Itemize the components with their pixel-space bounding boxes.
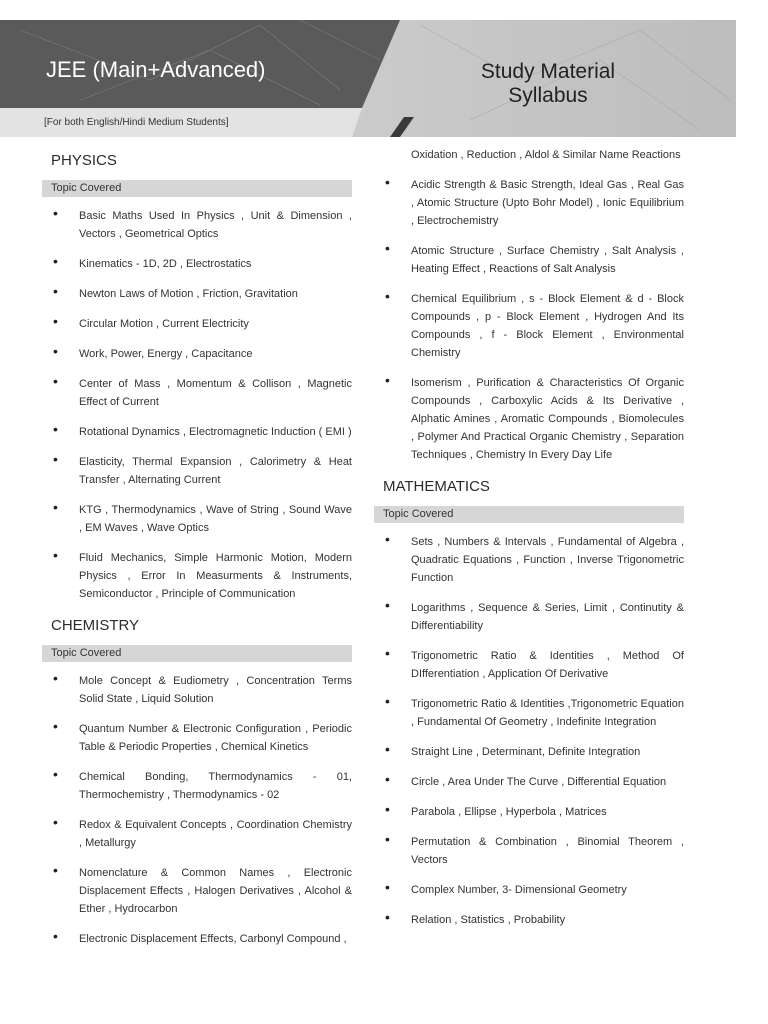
list-item: • Newton Laws of Motion , Friction, Gravitation (53, 283, 298, 300)
list-item: • Circular Motion , Current Electricity (53, 313, 249, 330)
bullet-icon: • (385, 597, 390, 613)
physics-heading: PHYSICS (51, 152, 117, 169)
bullet-icon: • (53, 283, 58, 299)
bullet-icon: • (53, 313, 58, 329)
physics-list (42, 207, 352, 603)
bullet-icon: • (53, 253, 58, 269)
bullet-icon: • (53, 343, 58, 359)
bullet-icon: • (53, 670, 58, 686)
bullet-icon: • (385, 645, 390, 661)
bullet-icon: • (385, 288, 390, 304)
list-item: • Complex Number, 3- Dimensional Geometry (385, 879, 627, 896)
bullet-icon: • (53, 499, 58, 515)
bullet-icon: • (385, 879, 390, 895)
list-item: • Work, Power, Energy , Capacitance (53, 343, 253, 360)
bullet-icon: • (385, 531, 390, 547)
list-item: • Mole Concept & Eudiometry , Concentration Terms Solid State , Liquid Solution (53, 670, 352, 705)
list-item: • Acidic Strength & Basic Strength, Ideal Gas , Real Gas , Atomic Structure (Upto Bohr Model) , Ionic Equilibrium , Electrochemistry (385, 174, 684, 227)
mathematics-list (374, 533, 684, 929)
list-item: • Straight Line , Determinant, Definite Integration (385, 741, 641, 758)
list-item: • Relation , Statistics , Probability (385, 909, 566, 926)
bullet-icon: • (385, 801, 390, 817)
bullet-icon: • (385, 372, 390, 388)
bullet-icon: • (53, 373, 58, 389)
list-item: • Logarithms , Sequence & Series, Limit , Continutity & Differentiability (385, 597, 684, 632)
mathematics-topic-bar: Topic Covered (374, 506, 684, 523)
list-item: • Kinematics - 1D, 2D , Electrostatics (53, 253, 252, 270)
bullet-icon: • (385, 741, 390, 757)
physics-topic-bar: Topic Covered (42, 180, 352, 197)
list-item: • Quantum Number & Electronic Configuration , Periodic Table & Periodic Properties , Chemical Kinetics (53, 718, 352, 753)
list-item: • Isomerism , Purification & Characteristics Of Organic Compounds , Carboxylic Acids & Its Derivative , Alphatic Amines , Aromatic Compounds , Biomolecules , Polymer And Practical Organic Chemistry , Separation Techniques , Chemistry In Every Day Life (385, 372, 684, 461)
list-item: • Trigonometric Ratio & Identities , Method Of DIfferentiation , Application Of Derivative (385, 645, 684, 680)
chemistry-list (42, 672, 352, 948)
list-item: • Elasticity, Thermal Expansion , Calorimetry & Heat Transfer , Alternating Current (53, 451, 352, 486)
bullet-icon: • (53, 766, 58, 782)
list-item: • Permutation & Combination , Binomial Theorem , Vectors (385, 831, 684, 866)
list-item: • Center of Mass , Momentum & Collison , Magnetic Effect of Current (53, 373, 352, 408)
left-column (42, 146, 352, 960)
list-item: • Nomenclature & Common Names , Electronic Displacement Effects , Halogen Derivatives , Alcohol & Ether , Hydrocarbon (53, 862, 352, 915)
chemistry-topic-bar: Topic Covered (42, 645, 352, 662)
document-title-line2: Syllabus (508, 84, 588, 107)
list-item: • Trigonometric Ratio & Identities ,Trigonometric Equation , Fundamental Of Geometry , Indefinite Integration (385, 693, 684, 728)
bullet-icon: • (53, 862, 58, 878)
bullet-icon: • (385, 771, 390, 787)
list-item: • Circle , Area Under The Curve , Differential Equation (385, 771, 667, 788)
chemistry-list-continued (374, 176, 684, 464)
list-item: • Basic Maths Used In Physics , Unit & Dimension , Vectors , Geometrical Optics (53, 205, 352, 240)
bullet-icon: • (53, 928, 58, 944)
list-item: • Atomic Structure , Surface Chemistry , Salt Analysis , Heating Effect , Reactions of Salt Analysis (385, 240, 684, 275)
right-column (374, 146, 684, 941)
bullet-icon: • (53, 421, 58, 437)
chemistry-heading: CHEMISTRY (51, 617, 140, 634)
bullet-icon: • (385, 909, 390, 925)
list-item: • Rotational Dynamics , Electromagnetic Induction ( EMI ) (53, 421, 352, 438)
bullet-icon: • (53, 547, 58, 563)
bullet-icon: • (385, 240, 390, 256)
exam-title: JEE (Main+Advanced) (46, 57, 266, 82)
list-item: • KTG , Thermodynamics , Wave of String , Sound Wave , EM Waves , Wave Optics (53, 499, 352, 534)
document-title (440, 60, 656, 108)
list-item: • Chemical Equilibrium , s - Block Element & d - Block Compounds , p - Block Element , Hydrogen And Its Compounds , f - Block Element , Environmental Chemistry (385, 288, 684, 359)
list-item: • Electronic Displacement Effects, Carbonyl Compound , (53, 928, 347, 945)
list-item: • Redox & Equivalent Concepts , Coordination Chemistry , Metallurgy (53, 814, 352, 849)
list-item: • Parabola , Ellipse , Hyperbola , Matrices (385, 801, 607, 818)
document-title-line1: Study Material (480, 60, 616, 83)
list-item: • Sets , Numbers & Intervals , Fundamental of Algebra , Quadratic Equations , Function , Inverse Trigonometric Function (385, 531, 684, 584)
bullet-icon: • (53, 205, 58, 221)
bullet-icon: • (53, 451, 58, 467)
bullet-icon: • (385, 693, 390, 709)
bullet-icon: • (385, 174, 390, 190)
bullet-icon: • (53, 814, 58, 830)
list-item: • Chemical Bonding, Thermodynamics - 01, Thermochemistry , Thermodynamics - 02 (53, 766, 352, 801)
header-banner (0, 20, 736, 137)
list-item: • Fluid Mechanics, Simple Harmonic Motion, Modern Physics , Error In Measurments & Instruments, Semiconductor , Principle of Communication (53, 547, 352, 600)
bullet-icon: • (385, 831, 390, 847)
medium-note: [For both English/Hindi Medium Students] (44, 117, 229, 128)
chemistry-continued-text: Oxidation , Reduction , Aldol & Similar Name Reactions (411, 149, 681, 161)
mathematics-heading: MATHEMATICS (383, 478, 490, 495)
bullet-icon: • (53, 718, 58, 734)
